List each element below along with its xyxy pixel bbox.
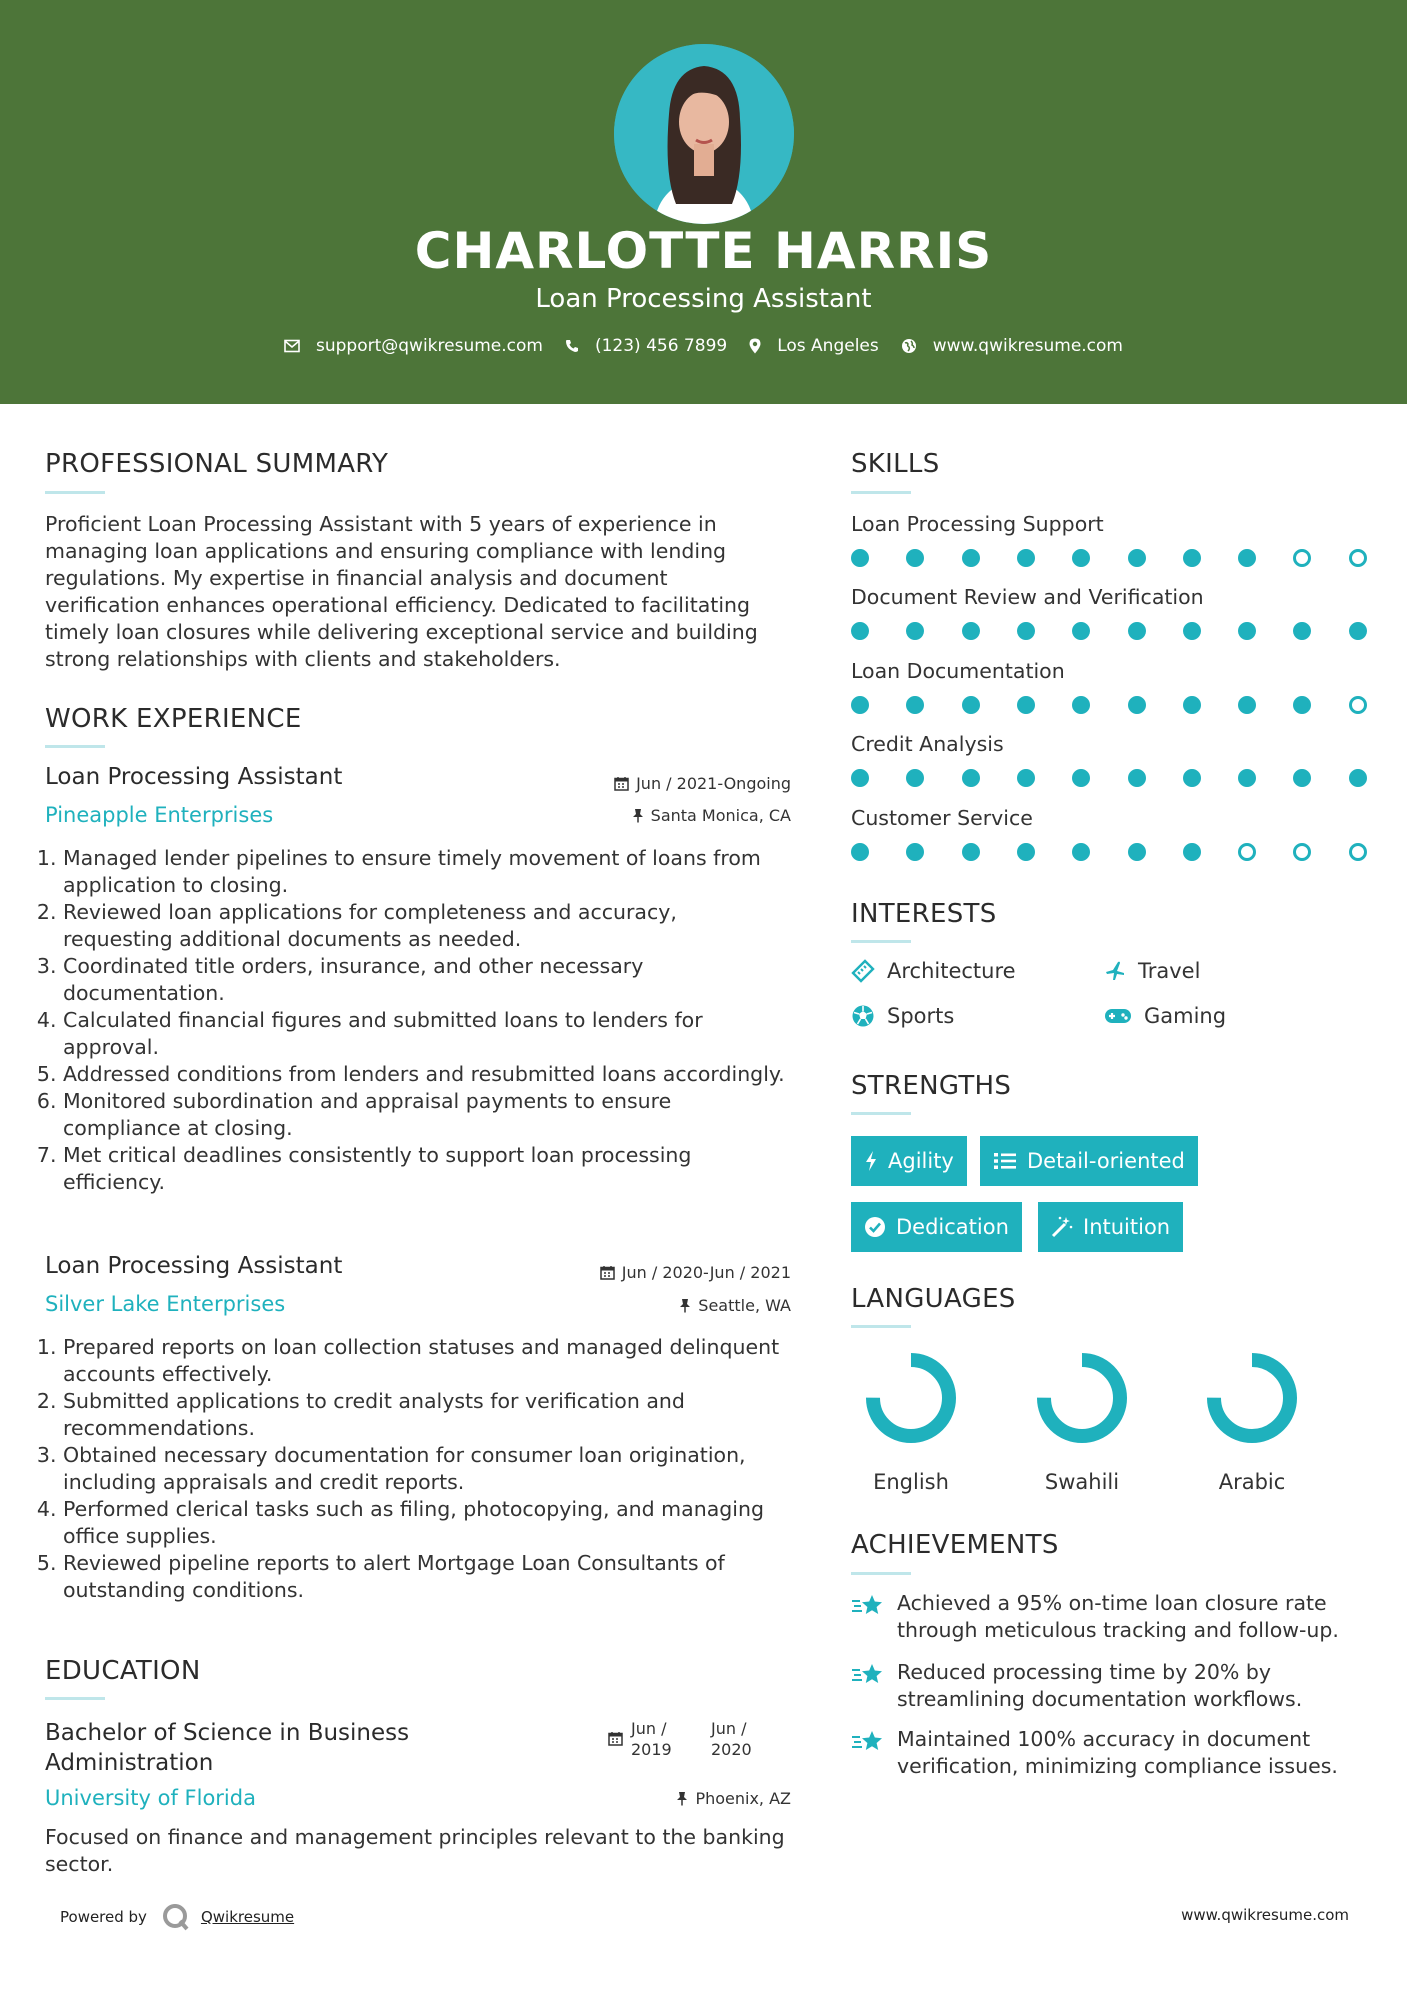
skill-rating: [851, 549, 1365, 569]
list-icon: [993, 1151, 1017, 1171]
skill-dot-filled: [1183, 843, 1201, 861]
soccer-ball-icon: [851, 1004, 875, 1028]
job-dates-text: Jun / 2021-Ongoing: [636, 774, 791, 793]
achievement-item: [851, 1726, 1371, 1780]
experience-heading-underline: [45, 745, 105, 748]
education-school: University of Florida: [45, 1786, 256, 1810]
skill-dot-filled: [1238, 769, 1256, 787]
list-item: 2. Reviewed loan applications for completeness and accuracy, requesting additional documents as needed.: [63, 899, 793, 953]
job-dates: [614, 774, 791, 793]
skill-dot-filled: [962, 549, 980, 567]
skill-dot-filled: [906, 622, 924, 640]
strength-label: Agility: [888, 1149, 954, 1173]
language-item: [851, 1350, 971, 1494]
job-duties-list: [63, 845, 793, 1196]
pushpin-icon: [679, 1298, 691, 1313]
profile-photo: [614, 44, 794, 224]
skill-dot-empty: [1349, 696, 1367, 714]
pushpin-icon: [632, 808, 644, 823]
languages-heading: LANGUAGES: [851, 1284, 1016, 1314]
skill-dot-filled: [962, 769, 980, 787]
skill-name: Customer Service: [851, 806, 1033, 830]
candidate-name: CHARLOTTE HARRIS: [414, 222, 993, 280]
interest-label: Travel: [1138, 959, 1201, 983]
list-item: 2. Submitted applications to credit analysts for verification and recommendations.: [63, 1388, 793, 1442]
skill-name: Document Review and Verification: [851, 585, 1204, 609]
contact-email[interactable]: [284, 336, 543, 356]
skill-dot-filled: [962, 696, 980, 714]
language-name: English: [873, 1470, 949, 1494]
contact-bar: [0, 336, 1407, 356]
contact-phone[interactable]: [565, 336, 727, 356]
language-proficiency-ring: [1204, 1350, 1300, 1446]
education-description: Focused on finance and management principles relevant to the banking sector.: [45, 1825, 785, 1876]
interest-item: [851, 959, 1016, 983]
skill-dot-filled: [1293, 769, 1311, 787]
language-item: [1192, 1350, 1312, 1494]
language-name: Swahili: [1044, 1470, 1120, 1494]
language-proficiency-ring: [863, 1350, 959, 1446]
skill-dot-filled: [1128, 549, 1146, 567]
interests-heading-underline: [851, 940, 911, 943]
phone-icon: [565, 339, 579, 353]
skill-dot-filled: [1183, 549, 1201, 567]
shooting-star-icon: [851, 1661, 885, 1689]
skill-dot-filled: [1017, 843, 1035, 861]
skill-dot-filled: [962, 843, 980, 861]
skill-rating: [851, 769, 1365, 789]
skill-dot-filled: [906, 769, 924, 787]
skills-heading-underline: [851, 491, 911, 494]
contact-website[interactable]: [901, 336, 1123, 356]
list-item: 3. Coordinated title orders, insurance, and other necessary documentation.: [63, 953, 793, 1007]
skill-dot-filled: [851, 549, 869, 567]
skill-dot-filled: [851, 696, 869, 714]
skill-name: Credit Analysis: [851, 732, 1004, 756]
candidate-role: Loan Processing Assistant: [535, 284, 872, 314]
skill-dot-filled: [1238, 549, 1256, 567]
education-start-date: Jun / 2019: [631, 1719, 672, 1759]
skill-dot-filled: [1349, 769, 1367, 787]
language-name: Arabic: [1218, 1470, 1286, 1494]
strength-label: Intuition: [1083, 1215, 1171, 1239]
avatar: [614, 44, 794, 224]
skill-dot-empty: [1293, 843, 1311, 861]
education-degree: Bachelor of Science in Business Administration: [45, 1720, 410, 1776]
skill-rating: [851, 696, 1365, 716]
calendar-icon: [614, 776, 629, 791]
language-ring-arc: [1044, 1360, 1120, 1436]
powered-by-label: Powered by: [60, 1908, 147, 1926]
magic-wand-icon: [1051, 1216, 1073, 1238]
job-dates: [600, 1263, 791, 1282]
job-dates-text: Jun / 2020-Jun / 2021: [621, 1263, 791, 1282]
location-text: Los Angeles: [777, 336, 879, 356]
achievement-item: [851, 1659, 1371, 1713]
summary-heading-underline: [45, 491, 105, 494]
strength-tag: [1038, 1202, 1183, 1252]
skill-dot-filled: [851, 843, 869, 861]
skill-dot-filled: [1017, 549, 1035, 567]
achievement-item: [851, 1590, 1371, 1644]
skill-dot-filled: [906, 843, 924, 861]
skill-dot-filled: [1017, 696, 1035, 714]
skill-dot-filled: [1128, 843, 1146, 861]
job-title: Loan Processing Assistant: [45, 1253, 343, 1279]
strength-label: Dedication: [896, 1215, 1009, 1239]
skill-dot-filled: [851, 769, 869, 787]
skill-dot-filled: [1128, 769, 1146, 787]
education-location-text: Phoenix, AZ: [695, 1789, 791, 1808]
skill-dot-filled: [1183, 696, 1201, 714]
list-item: 6. Monitored subordination and appraisal payments to ensure compliance at closing.: [63, 1088, 793, 1142]
interests-heading: INTERESTS: [851, 899, 997, 929]
skill-dot-filled: [851, 622, 869, 640]
job-title: Loan Processing Assistant: [45, 764, 343, 790]
skill-dot-empty: [1349, 843, 1367, 861]
website-text: www.qwikresume.com: [932, 336, 1123, 356]
list-item: 5. Reviewed pipeline reports to alert Mortgage Loan Consultants of outstanding conditions.: [63, 1550, 793, 1604]
job-company: Pineapple Enterprises: [45, 803, 274, 827]
skill-dot-filled: [1293, 622, 1311, 640]
skill-dot-filled: [1072, 696, 1090, 714]
qwikresume-logo-icon: [161, 1902, 191, 1932]
skill-dot-filled: [1072, 769, 1090, 787]
shooting-star-icon: [851, 1592, 885, 1620]
strength-label: Detail-oriented: [1027, 1149, 1185, 1173]
achievements-heading: ACHIEVEMENTS: [851, 1530, 1059, 1560]
skill-dot-filled: [1293, 696, 1311, 714]
education-dates: [608, 1718, 791, 1760]
shooting-star-icon: [851, 1728, 885, 1756]
skill-dot-empty: [1238, 843, 1256, 861]
skill-name: Loan Processing Support: [851, 512, 1104, 536]
language-item: [1022, 1350, 1142, 1494]
language-ring-arc: [1214, 1360, 1290, 1436]
achievement-text: Achieved a 95% on-time loan closure rate through meticulous tracking and follow-up.: [897, 1591, 1339, 1642]
map-pin-icon: [749, 338, 761, 354]
languages-heading-underline: [851, 1325, 911, 1328]
check-circle-icon: [864, 1216, 886, 1238]
resume-header: [0, 0, 1407, 404]
skill-rating: [851, 622, 1365, 642]
skill-dot-filled: [1183, 769, 1201, 787]
email-text: support@qwikresume.com: [316, 336, 543, 356]
interest-item: [1104, 959, 1200, 983]
language-ring-arc: [873, 1360, 949, 1436]
job-location: [632, 806, 791, 825]
interest-label: Sports: [887, 1004, 955, 1028]
strengths-heading-underline: [851, 1112, 911, 1115]
interest-item: [851, 1004, 954, 1028]
powered-by: [60, 1902, 294, 1932]
skill-dot-filled: [1128, 622, 1146, 640]
ruler-pencil-icon: [851, 959, 875, 983]
skills-heading: SKILLS: [851, 449, 940, 479]
skill-dot-filled: [1238, 622, 1256, 640]
envelope-icon: [284, 339, 300, 353]
job-duties-list: [63, 1334, 793, 1604]
list-item: 5. Addressed conditions from lenders and resubmitted loans accordingly.: [63, 1061, 793, 1088]
summary-text: Proficient Loan Processing Assistant with 5 years of experience in managing loan applications and ensuring compliance with lending regulations. My expertise in financial analysis and document verification enhances operational efficiency. Dedicated to facilitating timely loan closures while delivering exceptional service and building strong relationships with clients and stakeholders.: [45, 512, 758, 671]
skill-rating: [851, 843, 1365, 863]
summary-heading: PROFESSIONAL SUMMARY: [45, 449, 389, 479]
strength-tag: [980, 1136, 1198, 1186]
interest-item: [1104, 1004, 1226, 1028]
gamepad-icon: [1104, 1006, 1132, 1026]
experience-heading: WORK EXPERIENCE: [45, 704, 302, 734]
skill-dot-filled: [1183, 622, 1201, 640]
education-heading: EDUCATION: [45, 1656, 201, 1686]
skill-dot-filled: [1072, 622, 1090, 640]
pushpin-icon: [676, 1791, 688, 1806]
achievements-heading-underline: [851, 1572, 911, 1575]
skill-dot-filled: [962, 622, 980, 640]
education-end-date: Jun / 2020: [711, 1719, 752, 1759]
list-item: 7. Met critical deadlines consistently to support loan processing efficiency.: [63, 1142, 793, 1196]
interest-label: Gaming: [1144, 1004, 1227, 1028]
bolt-icon: [864, 1150, 878, 1172]
list-item: 4. Calculated financial figures and submitted loans to lenders for approval.: [63, 1007, 793, 1061]
education-heading-underline: [45, 1697, 105, 1700]
achievement-text: Maintained 100% accuracy in document verification, minimizing compliance issues.: [897, 1727, 1338, 1778]
list-item: 3. Obtained necessary documentation for consumer loan origination, including appraisals and credit reports.: [63, 1442, 793, 1496]
calendar-icon: [608, 1731, 623, 1746]
skill-dot-filled: [1349, 622, 1367, 640]
job-location-text: Seattle, WA: [698, 1296, 791, 1315]
strength-tag: [851, 1136, 967, 1186]
achievement-text: Reduced processing time by 20% by streamlining documentation workflows.: [897, 1660, 1303, 1711]
skill-dot-empty: [1349, 549, 1367, 567]
globe-icon: [901, 338, 917, 354]
list-item: 1. Managed lender pipelines to ensure timely movement of loans from application to closing.: [63, 845, 793, 899]
skill-dot-filled: [1128, 696, 1146, 714]
calendar-icon: [600, 1265, 615, 1280]
skill-dot-filled: [1072, 549, 1090, 567]
skill-dot-filled: [1017, 622, 1035, 640]
skill-dot-empty: [1293, 549, 1311, 567]
contact-location: [749, 336, 879, 356]
education-location: [676, 1789, 791, 1808]
skill-dot-filled: [1017, 769, 1035, 787]
language-proficiency-ring: [1034, 1350, 1130, 1446]
skill-dot-filled: [906, 696, 924, 714]
job-location-text: Santa Monica, CA: [650, 806, 791, 825]
strengths-heading: STRENGTHS: [851, 1071, 1012, 1101]
skill-dot-filled: [1072, 843, 1090, 861]
interest-label: Architecture: [887, 959, 1016, 983]
phone-text: (123) 456 7899: [594, 336, 728, 356]
plane-icon: [1104, 960, 1126, 982]
skill-dot-filled: [906, 549, 924, 567]
list-item: 4. Performed clerical tasks such as filing, photocopying, and managing office supplies.: [63, 1496, 793, 1550]
job-company: Silver Lake Enterprises: [45, 1292, 286, 1316]
list-item: 1. Prepared reports on loan collection statuses and managed delinquent accounts effectively.: [63, 1334, 793, 1388]
skill-name: Loan Documentation: [851, 659, 1065, 683]
strength-tag: [851, 1202, 1022, 1252]
brand-link[interactable]: Qwikresume: [200, 1908, 295, 1926]
skill-dot-filled: [1238, 696, 1256, 714]
job-location: [679, 1296, 791, 1315]
footer-website[interactable]: www.qwikresume.com: [1181, 1906, 1349, 1924]
